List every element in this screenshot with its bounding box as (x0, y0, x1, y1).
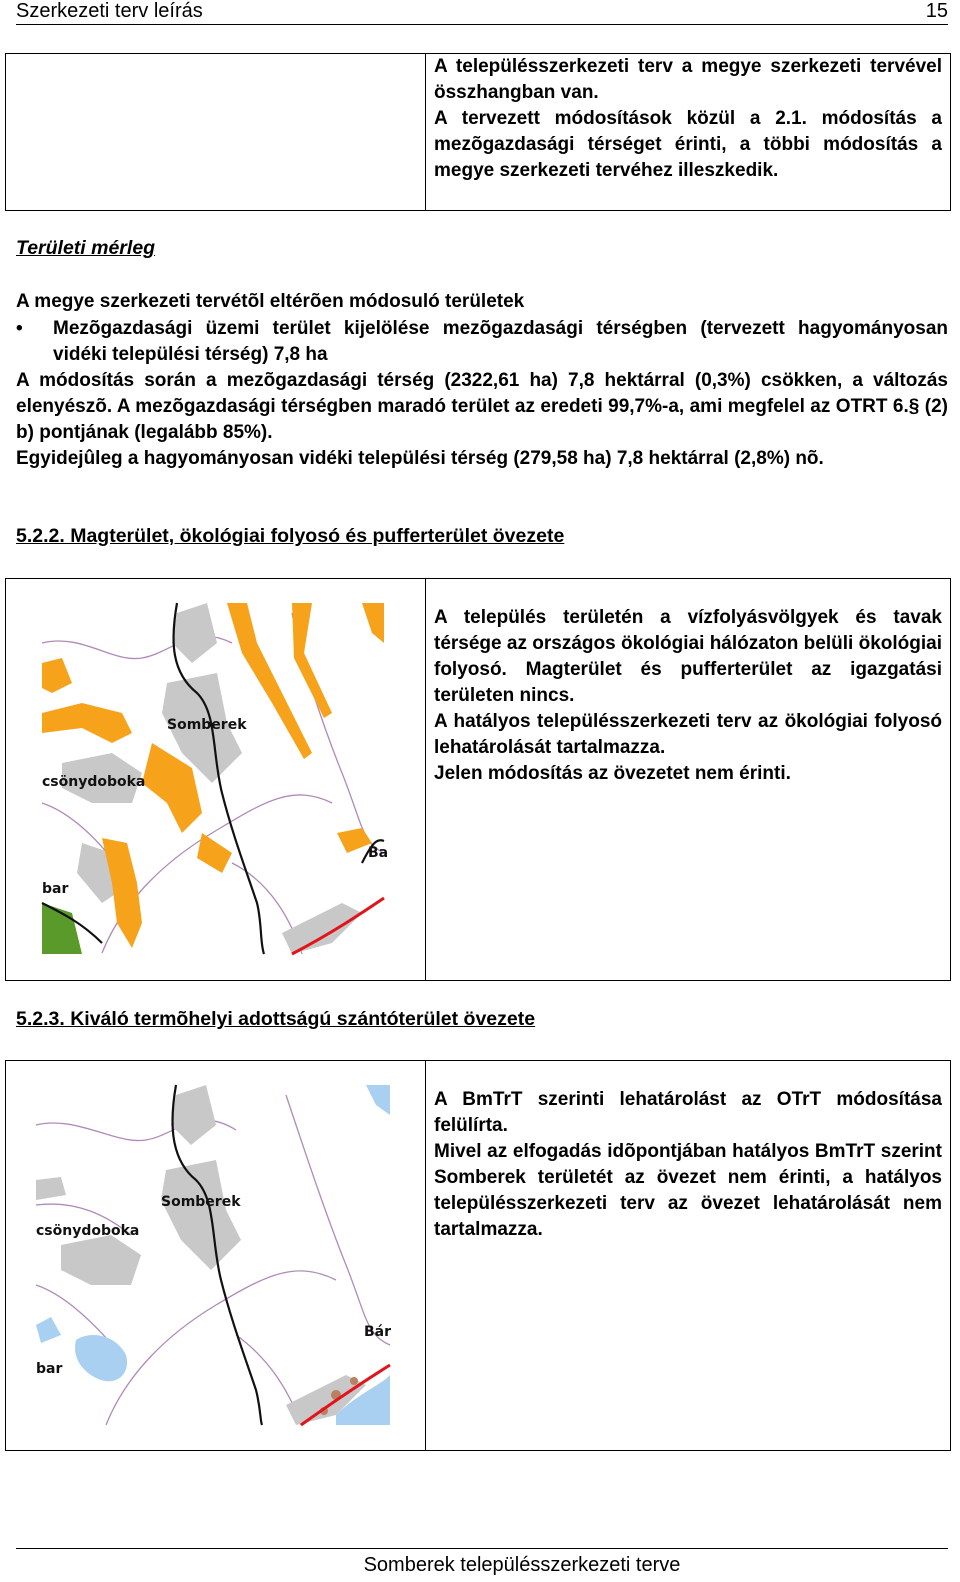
teruleti-bullet (16, 316, 948, 368)
consistency-paragraph-1: A településszerkezeti terv a megye szerkezeti tervével összhangban van. (434, 56, 942, 103)
consistency-table (5, 53, 951, 211)
table-divider (425, 54, 426, 210)
section-522-paragraph-2: A hatályos településszerkezeti terv az ökológiai folyosó lehatárolását tartalmazza. (434, 711, 942, 758)
teruleti-paragraph-2: Egyidejûleg a hagyományosan vidéki települési térség (279,58 ha) 7,8 hektárral (2,8%) nõ. (16, 448, 824, 469)
teruleti-merleg-heading: Területi mérleg (16, 237, 156, 259)
map-label-ba: Ba (368, 845, 389, 861)
teruleti-lead: A megye szerkezeti tervétõl eltérõen módosuló területek (16, 291, 525, 312)
map-label-bar2: Bár (364, 1324, 392, 1340)
page-footer (16, 1548, 948, 1582)
arable-land-map (36, 1085, 390, 1425)
map-label-bar: bar (36, 1361, 63, 1377)
table-divider (425, 1061, 426, 1450)
section-523-paragraph-2: Mivel az elfogadás idõpontjában hatályos BmTrT szerint Somberek területét az övezet nem érinti, a hatályos településszerkezeti terv az övezet lehatárolását nem tartalmazza. (434, 1141, 942, 1240)
teruleti-paragraph-1: A módosítás során a mezõgazdasági térség (2322,61 ha) 7,8 hektárral (0,3%) csökken, a változás elenyészõ. A mezõgazdasági térségben maradó terület az eredeti 99,7%-a, ami megfelel az OTRT 6.§ (2) b) pontjának (legalább 85%). (16, 370, 948, 443)
section-523-text (434, 1087, 942, 1243)
map-label-bar: bar (42, 881, 69, 897)
section-522-heading: 5.2.2. Magterület, ökológiai folyosó és pufferterület övezete (16, 525, 565, 547)
map-label-left: csönydoboka (36, 1223, 140, 1239)
section-522-text (434, 605, 942, 787)
consistency-paragraph-2: A tervezett módosítások közül a 2.1. módosítás a mezõgazdasági térséget érinti, a többi módosítás a megye szerkezeti tervéhez illeszkedik. (434, 108, 942, 181)
header-title: Szerkezeti terv leírás (16, 0, 203, 22)
page-number: 15 (925, 0, 948, 22)
consistency-text (434, 54, 942, 184)
teruleti-bullet-text: Mezõgazdasági üzemi terület kijelölése mezõgazdasági térségben (tervezett hagyományosan vidéki települési térség) 7,8 ha (53, 318, 948, 365)
map-label-somberek: Somberek (167, 717, 247, 733)
footer-text: Somberek településszerkezeti terve (363, 1554, 681, 1576)
section-523-paragraph-1: A BmTrT szerinti lehatárolást az OTrT módosítása felülírta. (434, 1089, 942, 1136)
map-label-somberek: Somberek (161, 1194, 241, 1210)
section-522-paragraph-1: A település területén a vízfolyásvölgyek és tavak térsége az országos ökológiai hálózaton belüli ökológiai folyosó. Magterület és pufferterület az igazgatási területen nincs. (434, 607, 942, 706)
table-divider (425, 579, 426, 980)
ecological-corridor-map (42, 603, 389, 954)
section-522-paragraph-3: Jelen módosítás az övezetet nem érinti. (434, 763, 791, 784)
page-header (16, 0, 948, 25)
bullet-dot: • (16, 318, 23, 339)
section-523-heading: 5.2.3. Kiváló termõhelyi adottságú szántóterület övezete (16, 1008, 536, 1030)
map-label-left: csönydoboka (42, 774, 146, 790)
